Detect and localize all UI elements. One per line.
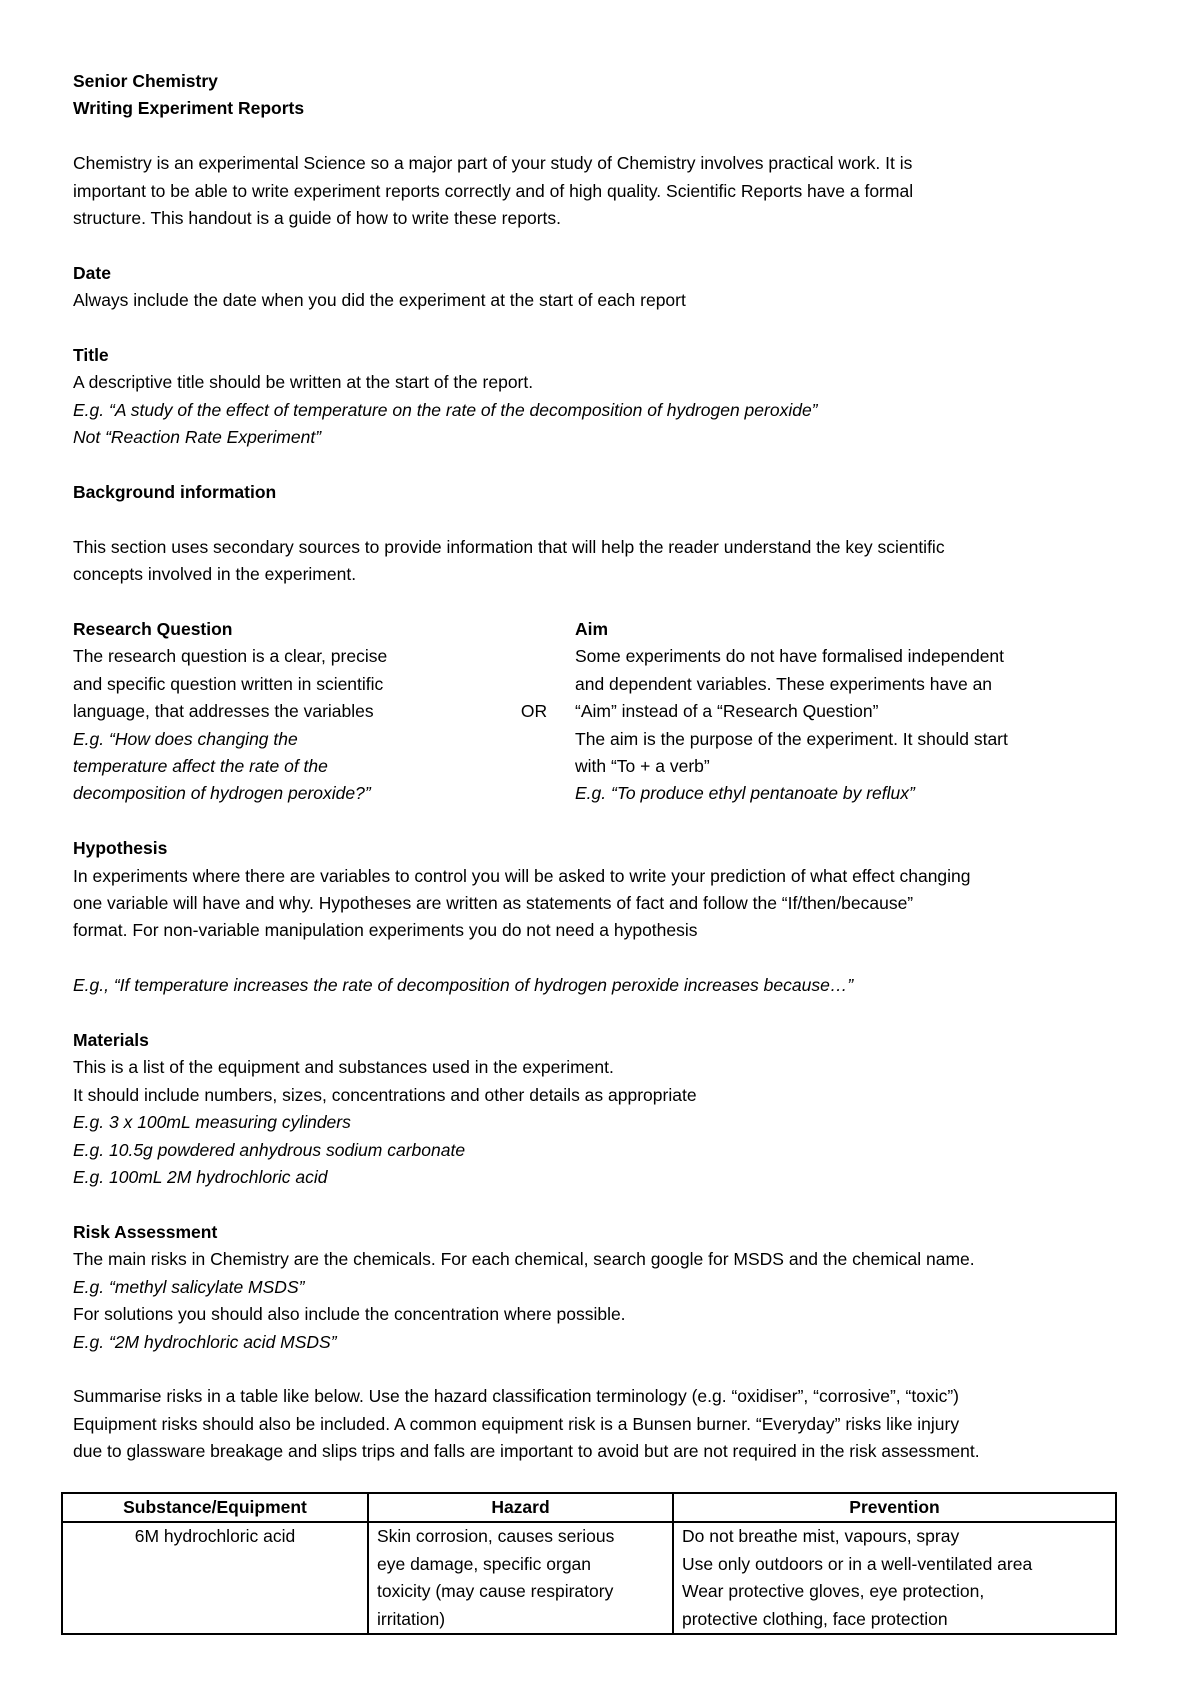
- risk-assessment-heading: Risk Assessment: [73, 1221, 218, 1242]
- risk-example-2: E.g. “2M hydrochloric acid MSDS”: [73, 1331, 337, 1352]
- hypothesis-heading: Hypothesis: [73, 838, 168, 859]
- materials-heading: Materials: [73, 1030, 149, 1051]
- title-heading: Title: [73, 345, 109, 366]
- materials-example: E.g. 100mL 2M hydrochloric acid: [73, 1167, 328, 1188]
- document-title: Writing Experiment Reports: [73, 98, 305, 119]
- column-header-hazard: Hazard: [368, 1493, 673, 1522]
- background-heading: Background information: [73, 482, 277, 503]
- research-question-heading: Research Question: [73, 619, 233, 640]
- column-header-substance: Substance/Equipment: [62, 1493, 368, 1522]
- document-page: Senior Chemistry Writing Experiment Reports Chemistry is an experimental Science so a major part of your study of Chemistry involves practical work. It is important to be able to write experiment reports correctly and of high quality. Scientific Reports have a formal structure. This handout is a guide of how to write these reports. Date Always include the date when you did the experiment at the start of each report Title A descriptive title should be written at the start of the report. E.g. “A study of the effect of temperature on the rate of the decomposition of hydrogen peroxide” Not “Reaction Rate Experiment” Background information This section uses secondary sources to provide information that will help the reader understand the key scientific concepts involved in the experiment. Research Question The research question is a clear, precise and specific question written in scientific language, that addresses the variables E.g. “How does changing the temperature affect the rate of the decomposition of hydrogen peroxide?” OR Aim Some experiments do not have formalised independent and dependent variables. These experiments have an “Aim” instead of a “Research Question” The aim is the purpose of the experiment. It should start with “To + a verb” E.g. “To produce ethyl pentanoate by reflux” Hypothesis In experiments where there are variables to control you will be asked to write your prediction of what effect changing one variable will have and why. Hypotheses are written as statements of fact and follow the “If/then/because” format. For non-variable manipulation experiments you do not need a hypothesis E.g., “If temperature increases the rate of decomposition of hydrogen peroxide increases because…” Materials This is a list of the equipment and substances used in the experiment. It should include numbers, sizes, concentrations and other details as appropriate E.g. 3 x 100mL measuring cylinders E.g. 10.5g powdered anhydrous sodium carbonate E.g. 100mL 2M hydrochloric acid Risk Assessment The main risks in Chemistry are the chemicals. For each chemical, search google for MSDS and the chemical name. E.g. “methyl salicylate MSDS” For solutions you should also include the concentration where possible. E.g. “2M hydrochloric acid MSDS” Summarise risks in a table like below. Use the hazard classification terminology (e.g. “oxidiser”, “corrosive”, “toxic”) Equipment risks should also be included. A common equipment risk is a Bunsen burner. “Everyday” risks like injury due to glassware breakage and slips trips and falls are important to avoid but are not required in the risk assessment.: [73, 68, 1138, 1466]
- cell-hazard: Skin corrosion, causes serious eye damage, specific organ toxicity (may cause respiratory irritation): [368, 1522, 673, 1634]
- date-text: Always include the date when you did the experiment at the start of each report: [73, 290, 686, 311]
- title-text: A descriptive title should be written at the start of the report.: [73, 372, 534, 393]
- column-header-prevention: Prevention: [673, 1493, 1116, 1522]
- aim-heading: Aim: [575, 619, 609, 640]
- research-question-column: Research Question The research question is a clear, precise and specific question written in scientific language, that addresses the variables E.g. “How does changing the temperature affect the rate of the decomposition of hydrogen peroxide?”: [73, 616, 493, 808]
- materials-example: E.g. 3 x 100mL measuring cylinders: [73, 1112, 351, 1133]
- aim-example: E.g. “To produce ethyl pentanoate by reflux”: [575, 783, 915, 804]
- aim-column: Aim Some experiments do not have formalised independent and dependent variables. These experiments have an “Aim” instead of a “Research Question” The aim is the purpose of the experiment. It should start with “To + a verb” E.g. “To produce ethyl pentanoate by reflux”: [575, 616, 1135, 808]
- cell-substance: 6M hydrochloric acid: [62, 1522, 368, 1634]
- risk-table: [61, 1492, 1117, 1635]
- research-question-example: E.g. “How does changing the: [73, 728, 298, 749]
- title-counter-example: Not “Reaction Rate Experiment”: [73, 427, 322, 448]
- title-example: E.g. “A study of the effect of temperature on the rate of the decomposition of hydrogen peroxide”: [73, 399, 818, 420]
- hypothesis-example: E.g., “If temperature increases the rate of decomposition of hydrogen peroxide increases because…”: [73, 975, 854, 996]
- table-header-row: [62, 1493, 1116, 1522]
- background-paragraph: This section uses secondary sources to provide information that will help the reader understand the key scientific concepts involved in the experiment.: [73, 536, 945, 585]
- or-separator: OR: [520, 701, 548, 722]
- course-heading: Senior Chemistry: [73, 71, 218, 91]
- table-row: [62, 1522, 1116, 1634]
- risk-summary-paragraph: Summarise risks in a table like below. Use the hazard classification terminology (e.g. “oxidiser”, “corrosive”, “toxic”) Equipment risks should also be included. A common equipment risk is a Bunsen burner. “Everyday” risks like injury due to glassware breakage and slips trips and falls are important to avoid but are not required in the risk assessment.: [73, 1386, 980, 1462]
- materials-example: E.g. 10.5g powdered anhydrous sodium carbonate: [73, 1139, 466, 1160]
- intro-paragraph: Chemistry is an experimental Science so a major part of your study of Chemistry involves practical work. It is important to be able to write experiment reports correctly and of high quality. Scientific Reports have a formal structure. This handout is a guide of how to write these reports.: [73, 153, 914, 229]
- date-heading: Date: [73, 262, 111, 283]
- cell-prevention: Do not breathe mist, vapours, spray Use only outdoors or in a well-ventilated area Wear protective gloves, eye protection, protective clothing, face protection: [673, 1522, 1116, 1634]
- question-aim-columns: [73, 616, 1138, 808]
- risk-example-1: E.g. “methyl salicylate MSDS”: [73, 1276, 305, 1297]
